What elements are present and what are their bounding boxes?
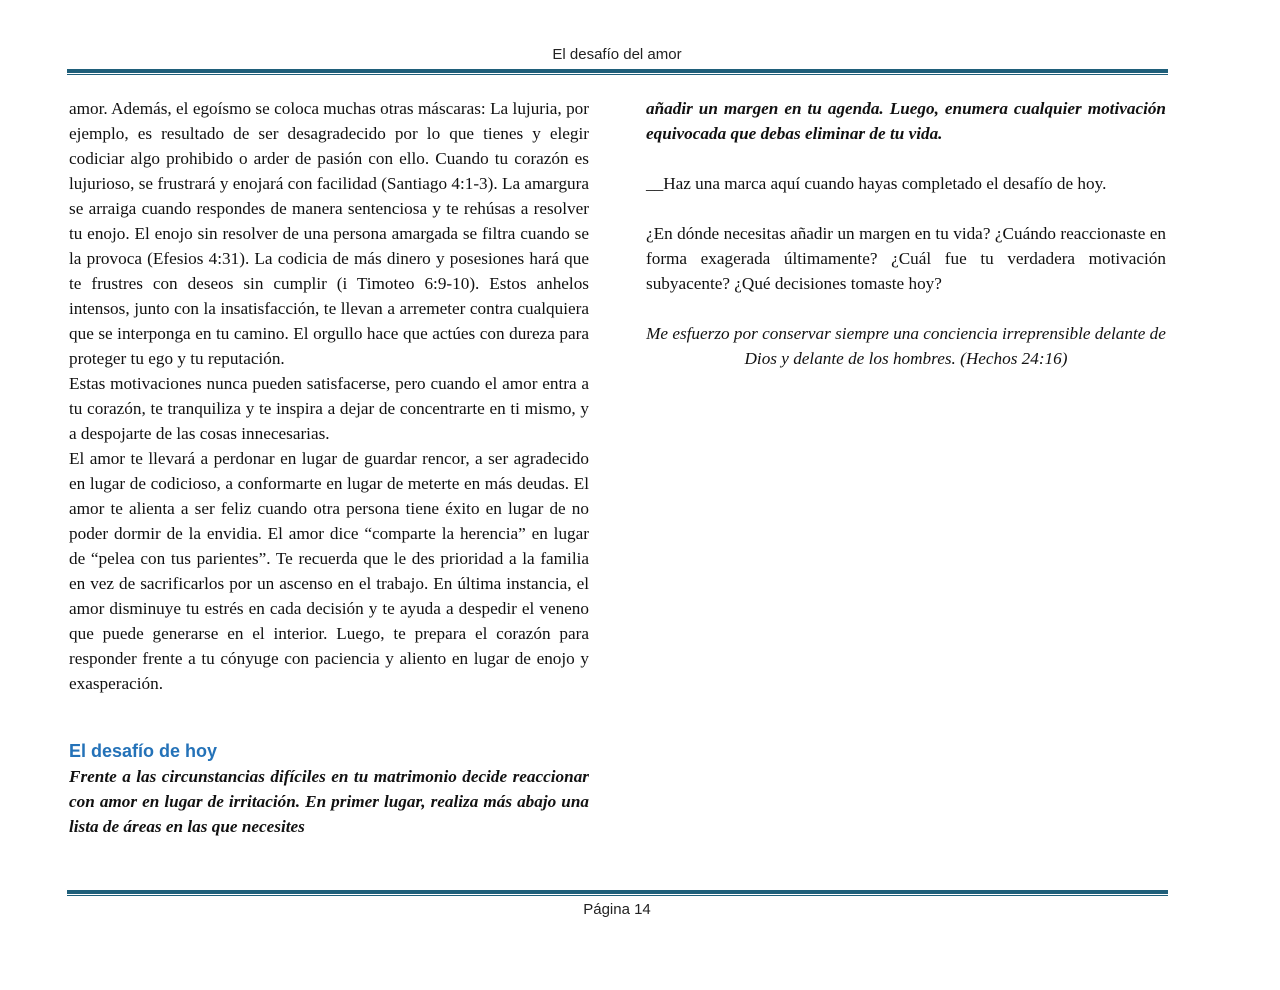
challenge-text: Frente a las circunstancias difíciles en tu matrimonio decide reaccionar con amor en lugar de irritación. En primer lugar, realiza más abajo una lista de áreas en las que necesites [69, 767, 589, 836]
reflection-questions: ¿En dónde necesitas añadir un margen en tu vida? ¿Cuándo reaccionaste en forma exagerada últimamente? ¿Cuál fue tu verdadera motivación subyacente? ¿Qué decisiones tomaste hoy? [646, 224, 1166, 293]
footer-rule [67, 890, 1168, 896]
body-paragraph: Estas motivaciones nunca pueden satisfacerse, pero cuando el amor entra a tu corazón, te tranquiliza y te inspira a dejar de concentrarte en ti mismo, y a despojarte de las cosas innecesarias. [69, 374, 589, 443]
page-number: Página 14 [583, 901, 651, 918]
running-header: El desafío del amor [552, 46, 682, 63]
right-column [646, 96, 1166, 371]
body-paragraph: amor. Además, el egoísmo se coloca muchas otras máscaras: La lujuria, por ejemplo, es resultado de ser desagradecido por lo que tienes y elegir codiciar algo prohibido o arder de pasión con ello. Cuando tu corazón es lujurioso, se frustrará y enojará con facilidad (Santiago 4:1-3). La amargura se arraiga cuando respondes de manera sentenciosa y te rehúsas a resolver tu enojo. El enojo sin resolver de una persona amargada se filtra cuando se la provoca (Efesios 4:31). La codicia de más dinero y posesiones hará que te frustres con deseos sin cumplir (i Timoteo 6:9-10). Estos anhelos intensos, junto con la insatisfacción, te llevan a arremeter contra cualquiera que se interponga en tu camino. El orgullo hace que actúes con dureza para proteger tu ego y tu reputación. [69, 99, 589, 368]
challenge-text-continued: añadir un margen en tu agenda. Luego, enumera cualquier motivación equivocada que debas eliminar de tu vida. [646, 99, 1166, 143]
header-rule [67, 69, 1168, 75]
body-paragraph: El amor te llevará a perdonar en lugar de guardar rencor, a ser agradecido en lugar de codicioso, a conformarte en lugar de meterte en más deudas. El amor te alienta a ser feliz cuando otra persona tiene éxito en lugar de no poder dormir de la envidia. El amor dice “comparte la herencia” en lugar de “pelea con tus parientes”. Te recuerda que le des prioridad a la familia en vez de sacrificarlos por un ascenso en el trabajo. En última instancia, el amor disminuye tu estrés en cada decisión y te ayuda a despedir el veneno que puede generarse en el interior. Luego, te prepara el corazón para responder frente a tu cónyuge con paciencia y aliento en lugar de enojo y exasperación. [69, 449, 589, 693]
checkmark-line: __Haz una marca aquí cuando hayas completado el desafío de hoy. [646, 174, 1107, 193]
left-column [69, 96, 589, 888]
section-heading: El desafío de hoy [69, 741, 218, 761]
verse-quote: Me esfuerzo por conservar siempre una conciencia irreprensible delante de Dios y delante de los hombres. (Hechos 24:16) [646, 324, 1166, 368]
